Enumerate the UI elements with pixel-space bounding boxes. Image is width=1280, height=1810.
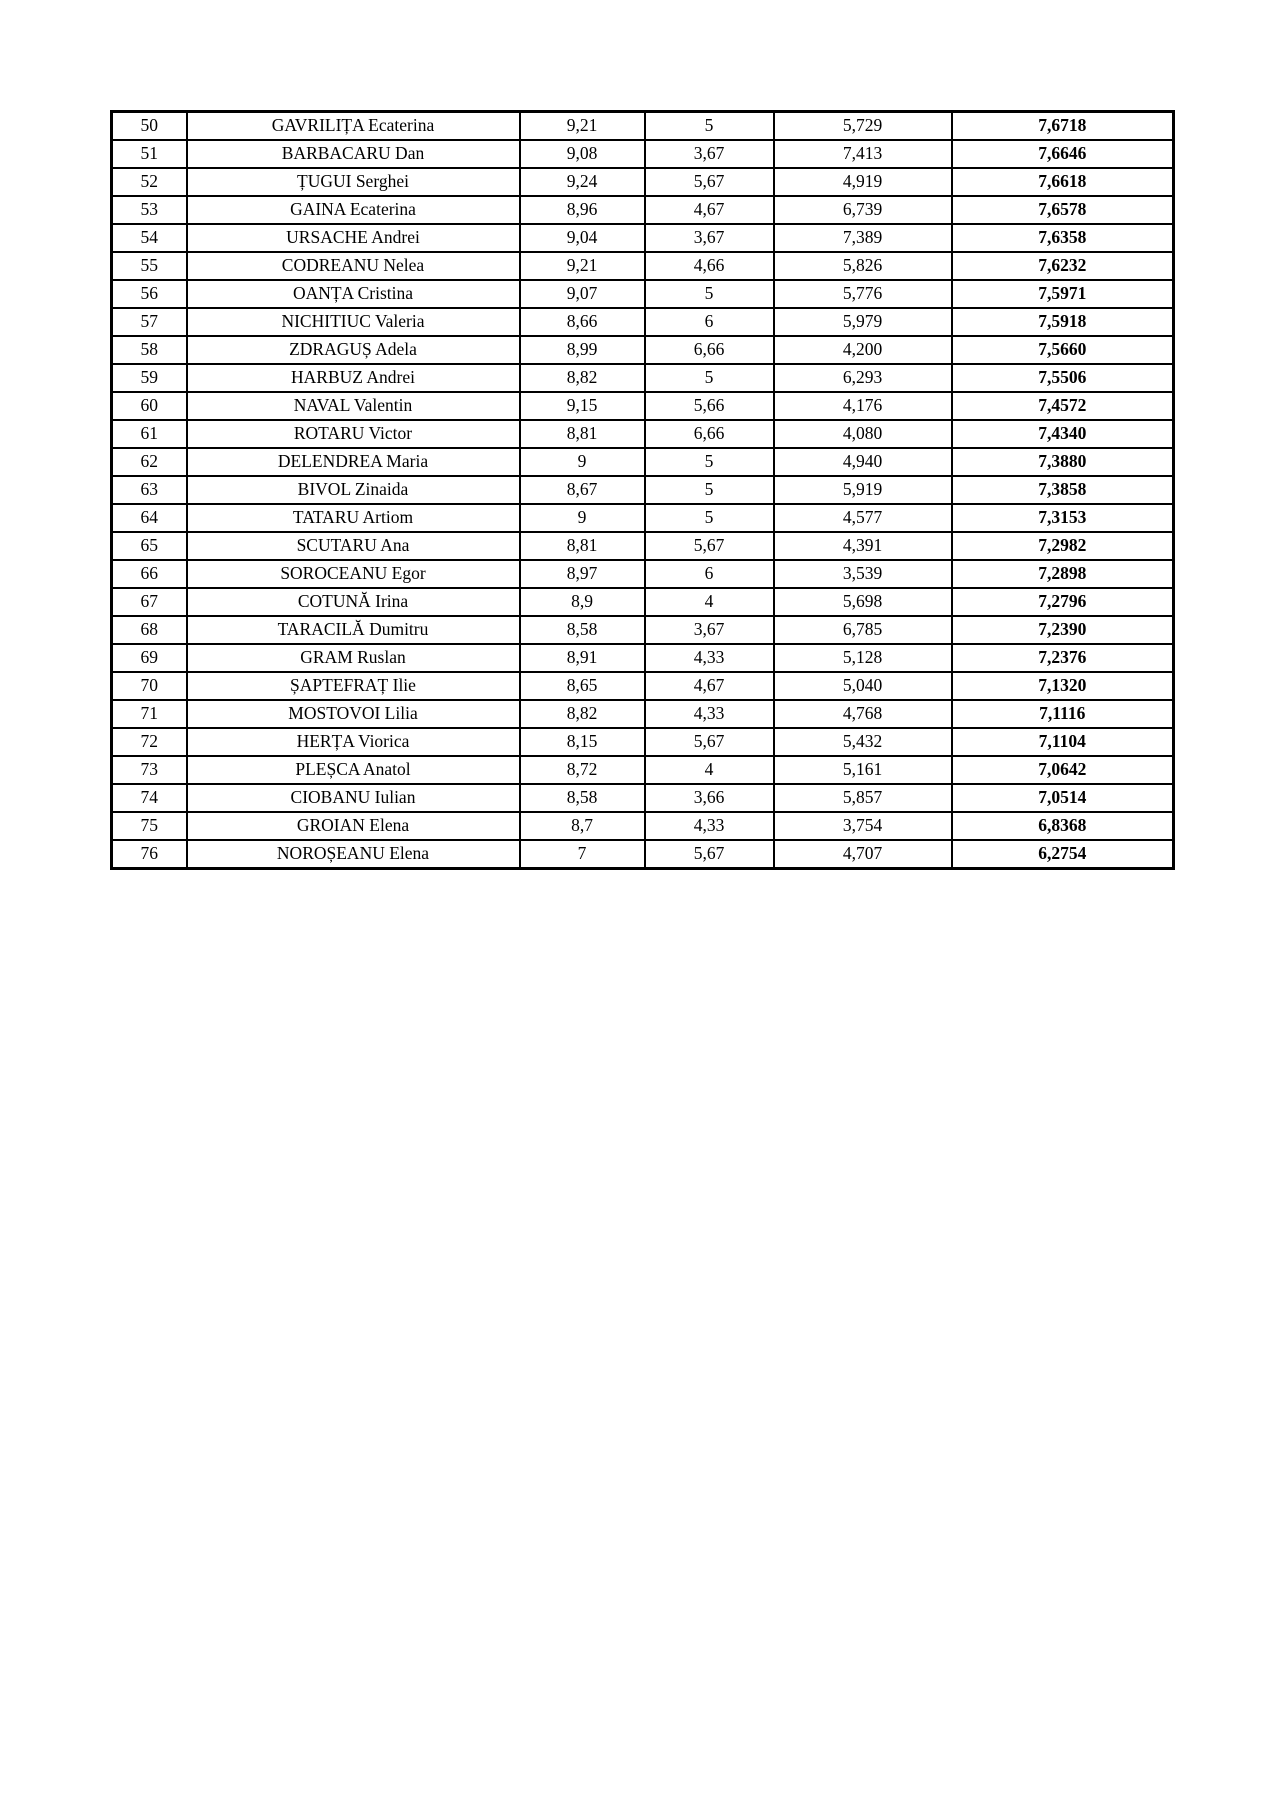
table-row [112, 784, 1174, 812]
value3-cell: 4,707 [774, 840, 952, 869]
final-score-cell: 7,0642 [952, 756, 1174, 784]
final-score-cell: 7,5660 [952, 336, 1174, 364]
name-cell: COTUNĂ Irina [187, 588, 520, 616]
table-row [112, 588, 1174, 616]
final-score-cell: 7,1104 [952, 728, 1174, 756]
value1-cell: 8,97 [520, 560, 645, 588]
value2-cell: 5 [645, 476, 774, 504]
table-row [112, 224, 1174, 252]
row-number-cell: 55 [112, 252, 187, 280]
value1-cell: 9,15 [520, 392, 645, 420]
value3-cell: 6,293 [774, 364, 952, 392]
value1-cell: 9,07 [520, 280, 645, 308]
name-cell: SOROCEANU Egor [187, 560, 520, 588]
value1-cell: 9,08 [520, 140, 645, 168]
table-row [112, 448, 1174, 476]
value1-cell: 9,24 [520, 168, 645, 196]
row-number-cell: 76 [112, 840, 187, 869]
value2-cell: 3,67 [645, 224, 774, 252]
final-score-cell: 6,2754 [952, 840, 1174, 869]
value3-cell: 5,128 [774, 644, 952, 672]
table-row [112, 364, 1174, 392]
value3-cell: 4,577 [774, 504, 952, 532]
value2-cell: 5,67 [645, 532, 774, 560]
table-row [112, 616, 1174, 644]
value1-cell: 7 [520, 840, 645, 869]
value3-cell: 7,389 [774, 224, 952, 252]
row-number-cell: 51 [112, 140, 187, 168]
value3-cell: 7,413 [774, 140, 952, 168]
row-number-cell: 71 [112, 700, 187, 728]
value2-cell: 4,33 [645, 812, 774, 840]
final-score-cell: 7,0514 [952, 784, 1174, 812]
value2-cell: 6 [645, 308, 774, 336]
value1-cell: 8,99 [520, 336, 645, 364]
final-score-cell: 7,5918 [952, 308, 1174, 336]
final-score-cell: 7,5971 [952, 280, 1174, 308]
row-number-cell: 67 [112, 588, 187, 616]
name-cell: TATARU Artiom [187, 504, 520, 532]
value2-cell: 4,67 [645, 196, 774, 224]
table-row [112, 532, 1174, 560]
name-cell: HERȚA Viorica [187, 728, 520, 756]
value2-cell: 6,66 [645, 420, 774, 448]
final-score-cell: 7,2898 [952, 560, 1174, 588]
table-row [112, 504, 1174, 532]
row-number-cell: 50 [112, 112, 187, 141]
value3-cell: 5,919 [774, 476, 952, 504]
row-number-cell: 61 [112, 420, 187, 448]
name-cell: BIVOL Zinaida [187, 476, 520, 504]
final-score-cell: 7,2982 [952, 532, 1174, 560]
value3-cell: 3,539 [774, 560, 952, 588]
value3-cell: 6,785 [774, 616, 952, 644]
row-number-cell: 56 [112, 280, 187, 308]
row-number-cell: 72 [112, 728, 187, 756]
grades-table [110, 110, 1175, 870]
value1-cell: 8,96 [520, 196, 645, 224]
table-row [112, 336, 1174, 364]
final-score-cell: 7,6718 [952, 112, 1174, 141]
value3-cell: 5,040 [774, 672, 952, 700]
final-score-cell: 7,4572 [952, 392, 1174, 420]
value1-cell: 8,82 [520, 700, 645, 728]
value1-cell: 8,81 [520, 532, 645, 560]
final-score-cell: 7,1116 [952, 700, 1174, 728]
table-row [112, 728, 1174, 756]
name-cell: NOROȘEANU Elena [187, 840, 520, 869]
value1-cell: 8,65 [520, 672, 645, 700]
value2-cell: 5 [645, 112, 774, 141]
final-score-cell: 6,8368 [952, 812, 1174, 840]
final-score-cell: 7,6646 [952, 140, 1174, 168]
table-row [112, 644, 1174, 672]
value1-cell: 8,81 [520, 420, 645, 448]
value2-cell: 4,33 [645, 644, 774, 672]
table-row [112, 560, 1174, 588]
name-cell: GRAM Ruslan [187, 644, 520, 672]
row-number-cell: 53 [112, 196, 187, 224]
value3-cell: 3,754 [774, 812, 952, 840]
row-number-cell: 59 [112, 364, 187, 392]
value2-cell: 4 [645, 756, 774, 784]
value3-cell: 5,161 [774, 756, 952, 784]
name-cell: NAVAL Valentin [187, 392, 520, 420]
table-row [112, 392, 1174, 420]
grades-table-body [112, 112, 1174, 869]
final-score-cell: 7,6578 [952, 196, 1174, 224]
value3-cell: 5,432 [774, 728, 952, 756]
final-score-cell: 7,6232 [952, 252, 1174, 280]
value1-cell: 8,58 [520, 616, 645, 644]
value3-cell: 5,979 [774, 308, 952, 336]
row-number-cell: 63 [112, 476, 187, 504]
value2-cell: 3,66 [645, 784, 774, 812]
value2-cell: 5,67 [645, 728, 774, 756]
final-score-cell: 7,3153 [952, 504, 1174, 532]
row-number-cell: 66 [112, 560, 187, 588]
value1-cell: 8,15 [520, 728, 645, 756]
value2-cell: 4 [645, 588, 774, 616]
value3-cell: 4,080 [774, 420, 952, 448]
value3-cell: 4,940 [774, 448, 952, 476]
row-number-cell: 73 [112, 756, 187, 784]
value3-cell: 4,919 [774, 168, 952, 196]
table-row [112, 168, 1174, 196]
final-score-cell: 7,6358 [952, 224, 1174, 252]
name-cell: ȘAPTEFRAȚ Ilie [187, 672, 520, 700]
name-cell: URSACHE Andrei [187, 224, 520, 252]
table-row [112, 812, 1174, 840]
row-number-cell: 57 [112, 308, 187, 336]
name-cell: BARBACARU Dan [187, 140, 520, 168]
name-cell: GAINA Ecaterina [187, 196, 520, 224]
value2-cell: 5,66 [645, 392, 774, 420]
value1-cell: 9 [520, 448, 645, 476]
value1-cell: 8,82 [520, 364, 645, 392]
final-score-cell: 7,2376 [952, 644, 1174, 672]
final-score-cell: 7,2796 [952, 588, 1174, 616]
value2-cell: 3,67 [645, 616, 774, 644]
final-score-cell: 7,4340 [952, 420, 1174, 448]
final-score-cell: 7,3880 [952, 448, 1174, 476]
value1-cell: 9,21 [520, 112, 645, 141]
row-number-cell: 70 [112, 672, 187, 700]
table-row [112, 140, 1174, 168]
row-number-cell: 52 [112, 168, 187, 196]
table-row [112, 196, 1174, 224]
final-score-cell: 7,3858 [952, 476, 1174, 504]
name-cell: GAVRILIȚA Ecaterina [187, 112, 520, 141]
name-cell: HARBUZ Andrei [187, 364, 520, 392]
table-row [112, 308, 1174, 336]
name-cell: MOSTOVOI Lilia [187, 700, 520, 728]
name-cell: SCUTARU Ana [187, 532, 520, 560]
value1-cell: 8,91 [520, 644, 645, 672]
final-score-cell: 7,2390 [952, 616, 1174, 644]
name-cell: ȚUGUI Serghei [187, 168, 520, 196]
value3-cell: 6,739 [774, 196, 952, 224]
value2-cell: 4,66 [645, 252, 774, 280]
name-cell: ZDRAGUȘ Adela [187, 336, 520, 364]
value2-cell: 5 [645, 504, 774, 532]
value2-cell: 4,67 [645, 672, 774, 700]
value2-cell: 6,66 [645, 336, 774, 364]
value1-cell: 8,72 [520, 756, 645, 784]
row-number-cell: 74 [112, 784, 187, 812]
name-cell: NICHITIUC Valeria [187, 308, 520, 336]
value3-cell: 5,776 [774, 280, 952, 308]
name-cell: CIOBANU Iulian [187, 784, 520, 812]
table-row [112, 112, 1174, 141]
value2-cell: 5,67 [645, 168, 774, 196]
value1-cell: 9,04 [520, 224, 645, 252]
value1-cell: 8,58 [520, 784, 645, 812]
row-number-cell: 54 [112, 224, 187, 252]
value3-cell: 5,698 [774, 588, 952, 616]
value1-cell: 8,9 [520, 588, 645, 616]
table-row [112, 756, 1174, 784]
value3-cell: 4,391 [774, 532, 952, 560]
row-number-cell: 68 [112, 616, 187, 644]
value3-cell: 4,200 [774, 336, 952, 364]
name-cell: DELENDREA Maria [187, 448, 520, 476]
value1-cell: 9,21 [520, 252, 645, 280]
value2-cell: 5,67 [645, 840, 774, 869]
row-number-cell: 64 [112, 504, 187, 532]
row-number-cell: 75 [112, 812, 187, 840]
value3-cell: 4,768 [774, 700, 952, 728]
final-score-cell: 7,6618 [952, 168, 1174, 196]
name-cell: PLEȘCA Anatol [187, 756, 520, 784]
value3-cell: 5,857 [774, 784, 952, 812]
table-row [112, 280, 1174, 308]
row-number-cell: 60 [112, 392, 187, 420]
name-cell: OANȚA Cristina [187, 280, 520, 308]
value2-cell: 5 [645, 364, 774, 392]
value2-cell: 5 [645, 280, 774, 308]
name-cell: ROTARU Victor [187, 420, 520, 448]
value1-cell: 8,67 [520, 476, 645, 504]
value2-cell: 4,33 [645, 700, 774, 728]
value2-cell: 3,67 [645, 140, 774, 168]
table-row [112, 476, 1174, 504]
name-cell: CODREANU Nelea [187, 252, 520, 280]
name-cell: GROIAN Elena [187, 812, 520, 840]
value3-cell: 5,826 [774, 252, 952, 280]
value2-cell: 6 [645, 560, 774, 588]
value3-cell: 5,729 [774, 112, 952, 141]
row-number-cell: 65 [112, 532, 187, 560]
table-row [112, 840, 1174, 869]
value2-cell: 5 [645, 448, 774, 476]
value1-cell: 9 [520, 504, 645, 532]
row-number-cell: 69 [112, 644, 187, 672]
row-number-cell: 58 [112, 336, 187, 364]
table-row [112, 420, 1174, 448]
table-row [112, 700, 1174, 728]
table-row [112, 252, 1174, 280]
final-score-cell: 7,1320 [952, 672, 1174, 700]
value3-cell: 4,176 [774, 392, 952, 420]
table-row [112, 672, 1174, 700]
final-score-cell: 7,5506 [952, 364, 1174, 392]
value1-cell: 8,66 [520, 308, 645, 336]
row-number-cell: 62 [112, 448, 187, 476]
name-cell: TARACILĂ Dumitru [187, 616, 520, 644]
value1-cell: 8,7 [520, 812, 645, 840]
